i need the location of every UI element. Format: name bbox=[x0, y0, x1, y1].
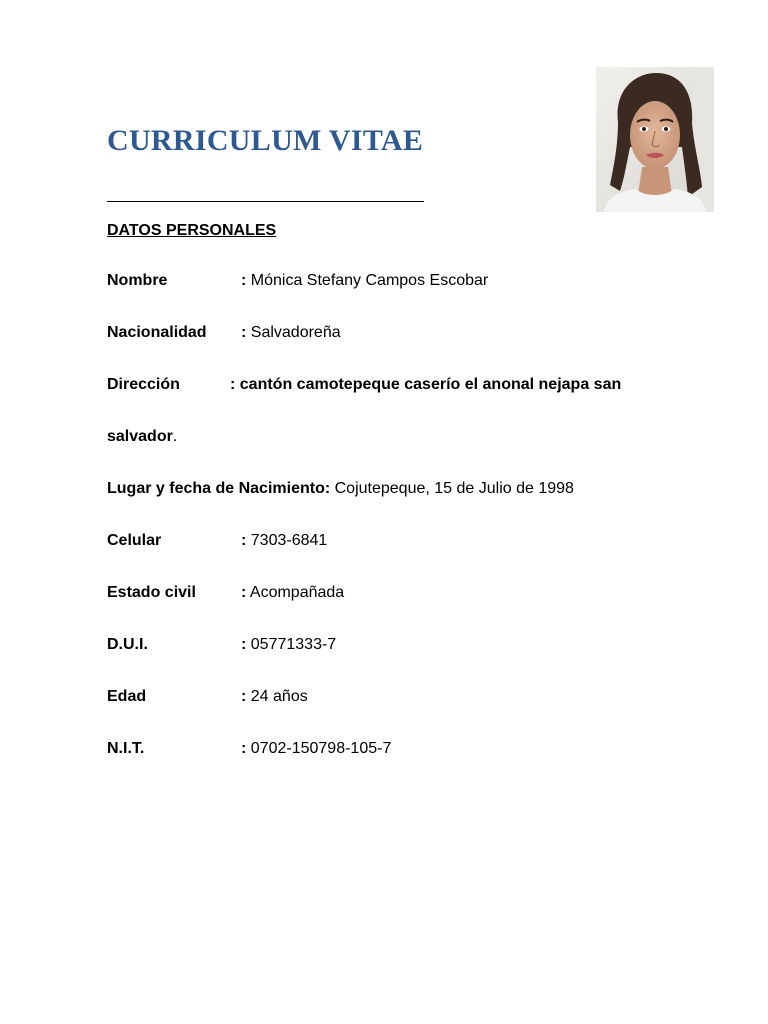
field-label-nit: N.I.T. bbox=[107, 740, 145, 757]
field-row-dui bbox=[107, 635, 336, 655]
field-label-edad: Edad bbox=[107, 688, 147, 705]
field-colon-nacionalidad: : bbox=[241, 324, 247, 341]
document-title: CURRICULUM VITAE bbox=[107, 124, 424, 157]
field-row-celular bbox=[107, 531, 327, 551]
field-row-edad bbox=[107, 687, 308, 707]
field-colon-estado-civil: : bbox=[241, 584, 247, 601]
field-colon-dui: : bbox=[241, 636, 247, 653]
portrait-photo bbox=[596, 67, 714, 212]
field-colon-direccion: : bbox=[230, 376, 236, 393]
field-colon-nit: : bbox=[241, 740, 247, 757]
field-colon-edad: : bbox=[241, 688, 247, 705]
field-value-nombre: Mónica Stefany Campos Escobar bbox=[246, 272, 489, 289]
field-colon-nombre: : bbox=[241, 272, 247, 289]
field-colon-celular: : bbox=[241, 532, 247, 549]
field-value-direccion: cantón camotepeque caserío el anonal nejapa san bbox=[235, 376, 622, 393]
field-label-lugar-fecha: Lugar y fecha de Nacimiento: bbox=[107, 480, 331, 497]
field-row-nit bbox=[107, 739, 391, 759]
field-label-dui: D.U.I. bbox=[107, 636, 148, 653]
field-value-lugar-fecha: Cojutepeque, 15 de Julio de 1998 bbox=[330, 480, 574, 497]
field-row-lugar-fecha bbox=[107, 479, 574, 499]
field-row-nombre bbox=[107, 271, 488, 291]
field-label-celular: Celular bbox=[107, 532, 162, 549]
field-row-direccion bbox=[107, 375, 621, 395]
field-value-edad: 24 años bbox=[246, 688, 308, 705]
field-label-direccion: Dirección bbox=[107, 376, 180, 393]
field-label-estado-civil: Estado civil bbox=[107, 584, 196, 601]
field-row-direccion-continuation bbox=[107, 427, 177, 447]
field-value-direccion-end: . bbox=[172, 428, 178, 445]
field-value-nit: 0702-150798-105-7 bbox=[246, 740, 392, 757]
field-value-nacionalidad: Salvadoreña bbox=[246, 324, 341, 341]
title-underline bbox=[107, 201, 424, 202]
field-label-nombre: Nombre bbox=[107, 272, 168, 289]
field-value-direccion-continuation: salvador bbox=[107, 428, 173, 445]
section-heading-datos-personales: DATOS PERSONALES bbox=[107, 222, 277, 239]
field-value-dui: 05771333-7 bbox=[246, 636, 337, 653]
field-row-nacionalidad bbox=[107, 323, 341, 343]
portrait-photo-icon bbox=[596, 67, 714, 212]
field-value-estado-civil: Acompañada bbox=[246, 584, 345, 601]
field-label-nacionalidad: Nacionalidad bbox=[107, 324, 207, 341]
field-value-celular: 7303-6841 bbox=[246, 532, 328, 549]
field-row-estado-civil bbox=[107, 583, 344, 603]
